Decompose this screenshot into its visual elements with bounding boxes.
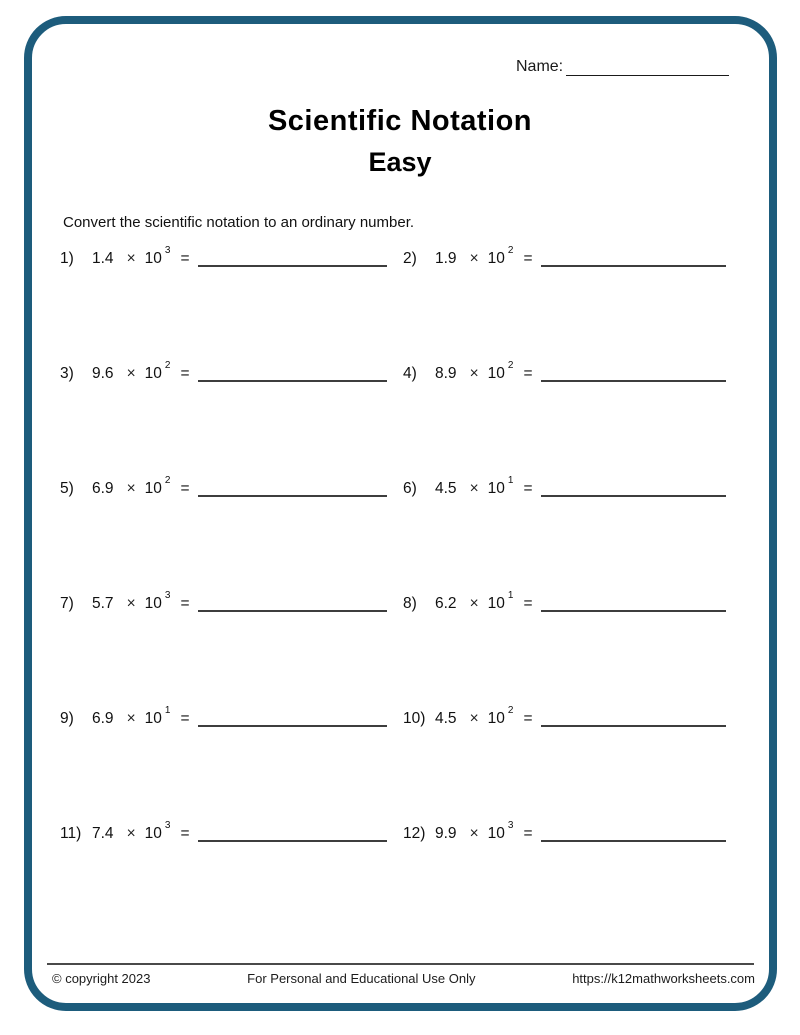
coefficient: 6.2 [435,595,457,612]
coefficient: 7.4 [92,825,114,842]
equals-sign: = [180,825,190,842]
equals-sign: = [523,250,533,267]
problem-row-3 [60,360,403,387]
answer-blank [541,595,727,612]
multiply-sign: × [126,250,136,267]
base-ten: 10 [144,365,162,382]
base-ten: 10 [487,365,505,382]
exponent: 3 [507,820,514,831]
multiply-sign: × [126,365,136,382]
problem-number: 1) [60,250,74,267]
equals-sign: = [180,365,190,382]
coefficient: 6.9 [92,480,114,497]
problem-row-12 [403,820,744,847]
base-ten: 10 [144,595,162,612]
coefficient: 6.9 [92,710,114,727]
answer-blank [198,365,388,382]
problem-number: 5) [60,480,74,497]
base-ten: 10 [487,595,505,612]
answer-blank [198,480,388,497]
equals-sign: = [180,710,190,727]
exponent: 2 [507,245,514,256]
exponent: 2 [164,475,171,486]
coefficient: 1.9 [435,250,457,267]
answer-blank [198,710,388,727]
coefficient: 4.5 [435,710,457,727]
multiply-sign: × [469,365,479,382]
multiply-sign: × [469,250,479,267]
coefficient: 4.5 [435,480,457,497]
multiply-sign: × [469,710,479,727]
footer-divider [47,963,754,965]
equals-sign: = [523,710,533,727]
problem-number: 9) [60,710,74,727]
base-ten: 10 [144,710,162,727]
multiply-sign: × [126,595,136,612]
problem-row-10 [403,705,744,732]
answer-blank [541,250,727,267]
base-ten: 10 [144,825,162,842]
exponent: 3 [164,245,171,256]
equals-sign: = [523,825,533,842]
base-ten: 10 [487,480,505,497]
base-ten: 10 [487,710,505,727]
footer [52,971,755,986]
base-ten: 10 [487,250,505,267]
copyright-text: © copyright 2023 [52,971,151,986]
problem-number: 8) [403,595,417,612]
answer-blank [541,480,727,497]
problem-row-1 [60,245,403,272]
coefficient: 8.9 [435,365,457,382]
problem-row-8 [403,590,744,617]
equals-sign: = [523,480,533,497]
exponent: 3 [164,590,171,601]
multiply-sign: × [469,480,479,497]
exponent: 1 [507,590,514,601]
usage-text: For Personal and Educational Use Only [247,971,476,986]
problem-row-11 [60,820,403,847]
problem-row-5 [60,475,403,502]
problem-number: 7) [60,595,74,612]
name-blank-line [566,58,729,76]
multiply-sign: × [126,825,136,842]
problem-number: 3) [60,365,74,382]
exponent: 1 [164,705,171,716]
equals-sign: = [180,250,190,267]
problem-number: 11) [60,825,82,842]
equals-sign: = [180,595,190,612]
coefficient: 1.4 [92,250,114,267]
worksheet-title: Scientific Notation [267,105,533,137]
equals-sign: = [180,480,190,497]
name-label: Name: [516,58,564,75]
exponent: 2 [164,360,171,371]
exponent: 3 [164,820,171,831]
problem-row-9 [60,705,403,732]
problem-row-2 [403,245,744,272]
exponent: 2 [507,360,514,371]
base-ten: 10 [487,825,505,842]
problem-number: 2) [403,250,417,267]
answer-blank [541,710,727,727]
multiply-sign: × [126,480,136,497]
name-field [516,58,729,76]
answer-blank [541,825,727,842]
website-url: https://k12mathworksheets.com [572,971,755,986]
instruction-text: Convert the scientific notation to an ordinary number. [63,214,415,231]
multiply-sign: × [469,595,479,612]
multiply-sign: × [126,710,136,727]
problem-row-7 [60,590,403,617]
problem-number: 12) [403,825,426,842]
exponent: 2 [507,705,514,716]
coefficient: 9.9 [435,825,457,842]
problem-number: 10) [403,710,426,727]
worksheet-subtitle: Easy [368,147,432,177]
exponent: 1 [507,475,514,486]
equals-sign: = [523,365,533,382]
base-ten: 10 [144,250,162,267]
base-ten: 10 [144,480,162,497]
problem-row-4 [403,360,744,387]
answer-blank [541,365,727,382]
multiply-sign: × [469,825,479,842]
equals-sign: = [523,595,533,612]
problem-number: 4) [403,365,417,382]
answer-blank [198,595,388,612]
answer-blank [198,825,388,842]
problem-row-6 [403,475,744,502]
answer-blank [198,250,388,267]
problem-number: 6) [403,480,417,497]
problems-grid [60,245,744,940]
coefficient: 5.7 [92,595,114,612]
coefficient: 9.6 [92,365,114,382]
